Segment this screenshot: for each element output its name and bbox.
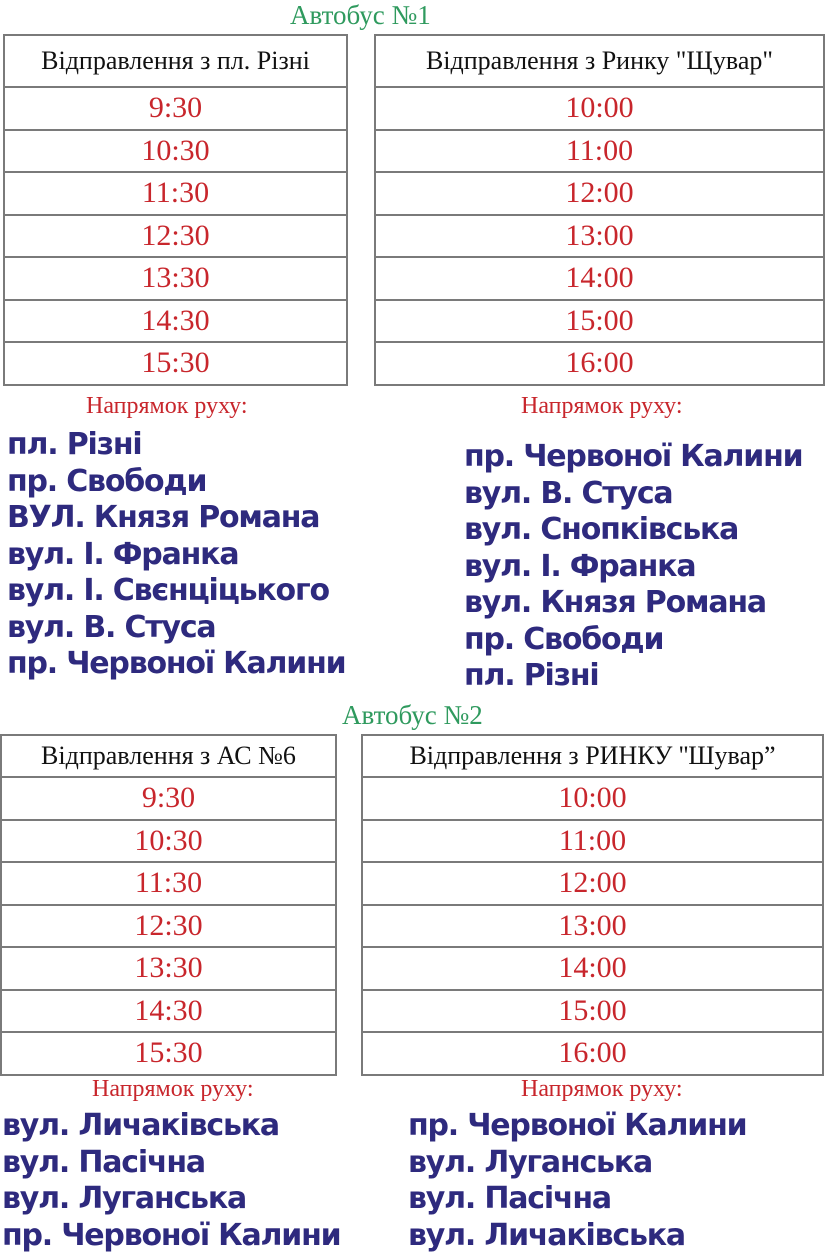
route-stop: пр. Свободи bbox=[7, 463, 207, 499]
bus1-right-direction-label: Напрямок руху: bbox=[521, 393, 683, 419]
departure-time: 10:30 bbox=[4, 130, 347, 173]
route-stop: пр. Свободи bbox=[464, 621, 664, 657]
departure-time: 11:00 bbox=[375, 130, 824, 173]
bus2-left-schedule-table bbox=[0, 734, 337, 1076]
departure-time: 10:00 bbox=[362, 777, 823, 820]
route-stop: вул. І. Франка bbox=[7, 536, 239, 572]
route-stop: пр. Червоної Калини bbox=[7, 646, 346, 681]
bus1-right-route-list bbox=[464, 439, 802, 695]
departure-time: 12:30 bbox=[1, 905, 336, 948]
departure-time: 11:30 bbox=[1, 862, 336, 905]
route-stop: пр. Червоної Калини bbox=[408, 1108, 747, 1143]
departure-time: 11:00 bbox=[362, 820, 823, 863]
bus1-left-header: Відправлення з пл. Різні bbox=[4, 35, 347, 87]
departure-time: 13:30 bbox=[4, 257, 347, 300]
departure-time: 10:00 bbox=[375, 87, 824, 130]
route-stop: вул. Пасічна bbox=[2, 1144, 205, 1180]
departure-time: 9:30 bbox=[4, 87, 347, 130]
route-stop: вул. Князя Романа bbox=[464, 585, 766, 620]
route-stop: вул. Снопківська bbox=[464, 512, 739, 547]
departure-time: 9:30 bbox=[1, 777, 336, 820]
bus2-right-schedule-table bbox=[361, 734, 824, 1076]
departure-time: 14:30 bbox=[1, 990, 336, 1033]
departure-time: 10:30 bbox=[1, 820, 336, 863]
route-stop: вул. Личаківська bbox=[408, 1217, 685, 1253]
departure-time: 11:30 bbox=[4, 172, 347, 215]
departure-time: 15:00 bbox=[362, 990, 823, 1033]
departure-time: 14:00 bbox=[362, 947, 823, 990]
bus1-left-direction-label: Напрямок руху: bbox=[86, 393, 248, 419]
bus2-left-direction-label: Напрямок руху: bbox=[92, 1076, 254, 1102]
bus2-left-route-list bbox=[2, 1108, 340, 1254]
bus2-right-route-list bbox=[408, 1108, 746, 1254]
route-stop: вул. Личаківська bbox=[2, 1108, 279, 1143]
route-stop: пл. Різні bbox=[464, 658, 599, 693]
route-stop: пр. Червоної Калини bbox=[2, 1217, 341, 1253]
bus1-title: Автобус №1 bbox=[290, 0, 431, 30]
bus2-right-direction-label: Напрямок руху: bbox=[521, 1076, 683, 1102]
bus2-title: Автобус №2 bbox=[342, 700, 483, 730]
bus2-left-header: Відправлення з АС №6 bbox=[1, 735, 336, 777]
route-stop: вул. Луганська bbox=[408, 1144, 653, 1180]
departure-time: 15:30 bbox=[4, 342, 347, 385]
bus2-right-header: Відправлення з РИНКУ ''Шувар” bbox=[362, 735, 823, 777]
departure-time: 16:00 bbox=[375, 342, 824, 385]
departure-time: 13:00 bbox=[362, 905, 823, 948]
route-stop: вул. В. Стуса bbox=[464, 475, 673, 511]
route-stop: ВУЛ. Князя Романа bbox=[7, 500, 320, 535]
route-stop: пр. Червоної Калини bbox=[464, 439, 803, 474]
route-stop: вул. Луганська bbox=[2, 1181, 247, 1216]
departure-time: 12:30 bbox=[4, 215, 347, 258]
bus1-left-schedule-table bbox=[3, 34, 348, 386]
bus1-left-route-list bbox=[7, 427, 345, 683]
departure-time: 15:30 bbox=[1, 1032, 336, 1075]
departure-time: 12:00 bbox=[362, 862, 823, 905]
departure-time: 13:30 bbox=[1, 947, 336, 990]
departure-time: 16:00 bbox=[362, 1032, 823, 1075]
route-stop: вул. І. Франка bbox=[464, 548, 696, 584]
route-stop: пл. Різні bbox=[7, 427, 142, 462]
bus1-right-schedule-table bbox=[374, 34, 825, 386]
departure-time: 12:00 bbox=[375, 172, 824, 215]
route-stop: вул. І. Свєнціцького bbox=[7, 573, 329, 608]
route-stop: вул. Пасічна bbox=[408, 1181, 611, 1216]
bus1-right-header: Відправлення з Ринку "Щувар" bbox=[375, 35, 824, 87]
route-stop: вул. В. Стуса bbox=[7, 609, 216, 645]
departure-time: 15:00 bbox=[375, 300, 824, 343]
departure-time: 14:30 bbox=[4, 300, 347, 343]
departure-time: 14:00 bbox=[375, 257, 824, 300]
departure-time: 13:00 bbox=[375, 215, 824, 258]
